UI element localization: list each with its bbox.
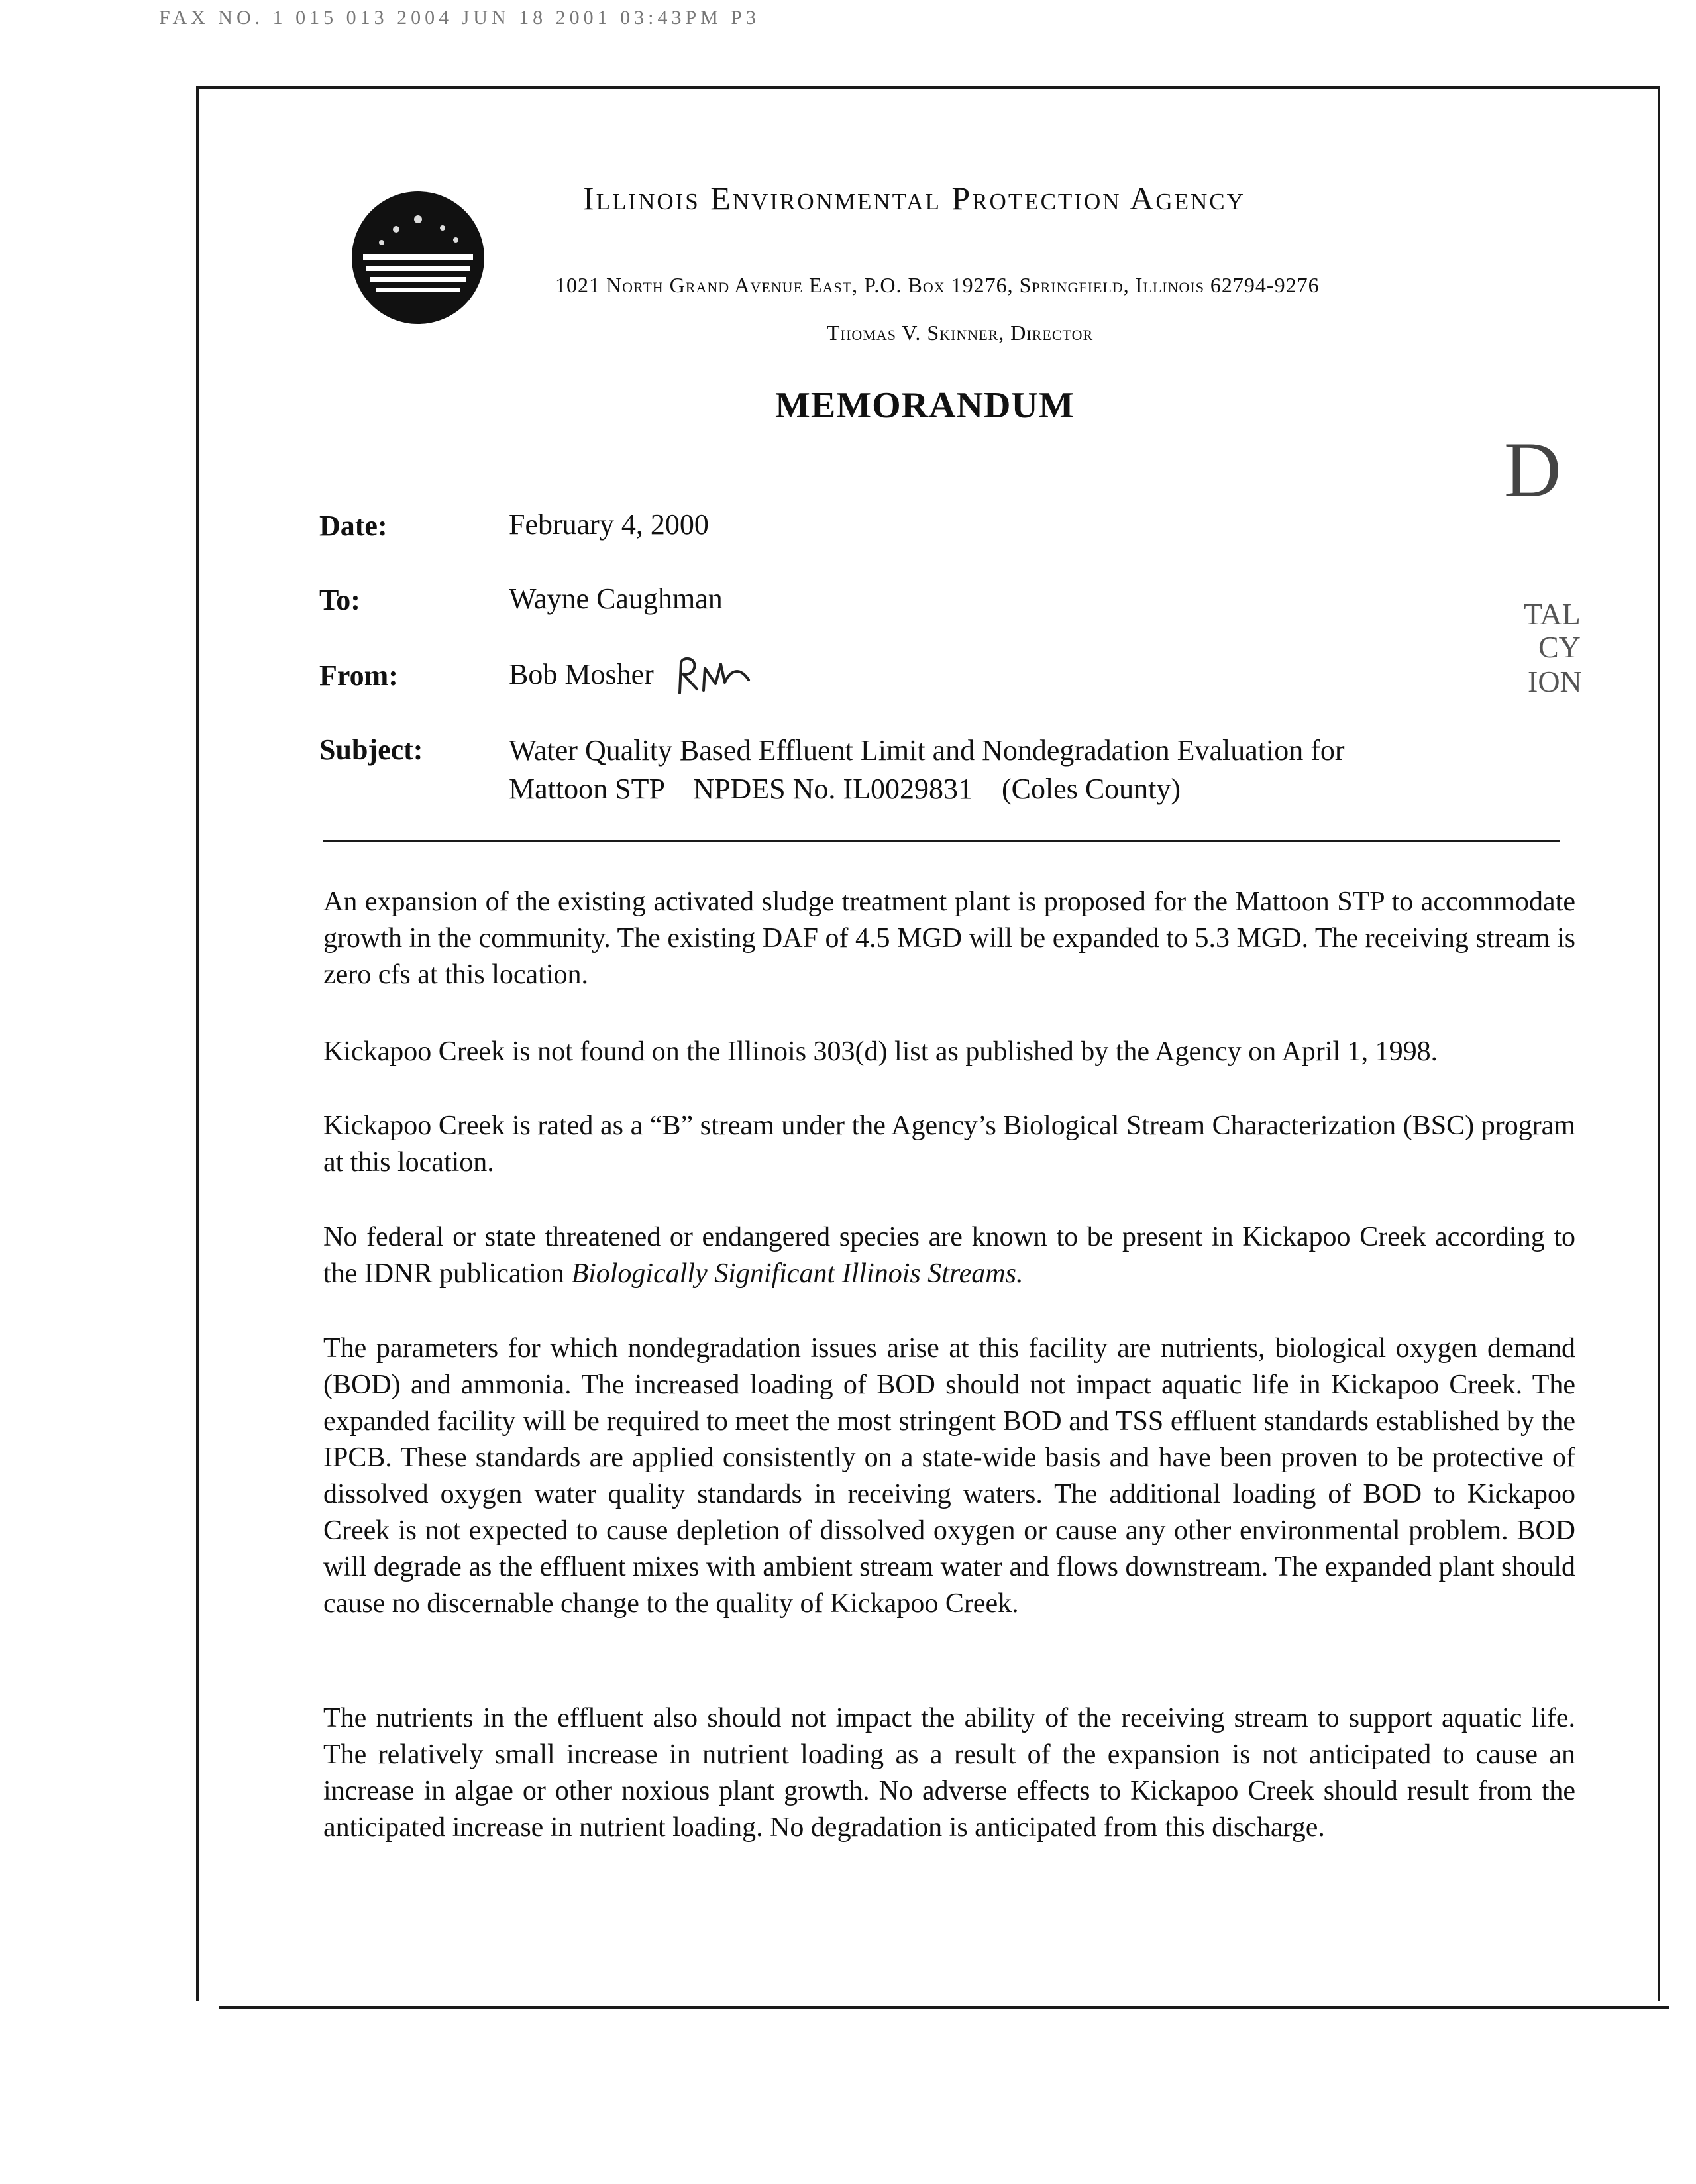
agency-address: 1021 North Grand Avenue East, P.O. Box 19276, Springfield, Illinois 62794-9276 [555,273,1320,297]
body-paragraph-5: The parameters for which nondegradation issues arise at this facility are nutrients, biological oxygen demand (BOD) and ammonia. The increased loading of BOD should not impact aquatic life in Kickapoo Creek. The expanded facility will be required to meet the most stringent BOD and TSS effluent standards established by the IPCB. These standards are applied consistently on a state-wide basis and have been proven to be protective of dissolved oxygen water quality standards in receiving waters. The additional loading of BOD to Kickapoo Creek is not expected to cause depletion of dissolved oxygen or cause any other environmental problem. BOD will degrade as the effluent mixes with ambient stream water and flows downstream. The expanded plant should cause no discernable change to the quality of Kickapoo Creek. [323,1333,1575,1619]
body-paragraph-4 [323,1219,1575,1292]
signature-initials [674,653,754,700]
fax-header: FAX NO. 1 015 013 2004 JUN 18 2001 03:43PM P3 [159,7,761,28]
from-label: From: [319,659,398,692]
agency-director: Thomas V. Skinner, Director [827,321,1094,345]
from-value: Bob Mosher [509,658,654,690]
subject-label: Subject: [319,734,423,766]
to-label: To: [319,584,360,616]
memo-title: MEMORANDUM [775,385,1075,426]
body-paragraph-2: Kickapoo Creek is not found on the Illinois 303(d) list as published by the Agency on April 1, 1998. [323,1036,1438,1067]
body-paragraph-6: The nutrients in the effluent also should not impact the ability of the receiving stream to support aquatic life. The relatively small increase in nutrient loading as a result of the expansion is not anticipated to cause an increase in algae or other noxious plant growth. No adverse effects to Kickapoo Creek should result from the anticipated increase in nutrient loading. No degradation is anticipated from this discharge. [323,1703,1575,1843]
body-paragraph-3: Kickapoo Creek is rated as a “B” stream under the Agency’s Biological Stream Characterization (BSC) program at this location. [323,1111,1575,1177]
agency-seal-logo [350,190,486,326]
date-label: Date: [319,510,388,542]
date-value: February 4, 2000 [509,508,709,541]
body-paragraph-1: An expansion of the existing activated sludge treatment plant is proposed for the Mattoon STP to accommodate growth in the community. The existing DAF of 4.5 MGD will be expanded to 5.3 MGD. The receiving stream is zero cfs at this location. [323,887,1575,990]
stamp-line-3: ION [1528,665,1582,698]
received-stamp-letter: D [1504,425,1562,514]
stamp-line-1: TAL [1524,597,1581,631]
frame-bottom-rule [219,2006,1670,2009]
publication-title: Biologically Significant Illinois Streams. [571,1258,1024,1289]
subject-value [509,732,1542,808]
body-paragraph-4-text: No federal or state threatened or endangered species are known to be present in Kickapoo Creek according to the IDNR publication [323,1222,1575,1289]
subject-line-1: Water Quality Based Effluent Limit and Nondegradation Evaluation for [509,734,1345,767]
header-divider [323,840,1560,842]
agency-name: Illinois Environmental Protection Agency [583,180,1246,217]
to-value: Wayne Caughman [509,582,723,615]
stamp-line-2: CY [1538,630,1581,664]
subject-line-2: Mattoon STP NPDES No. IL0029831 (Coles County) [509,773,1181,805]
